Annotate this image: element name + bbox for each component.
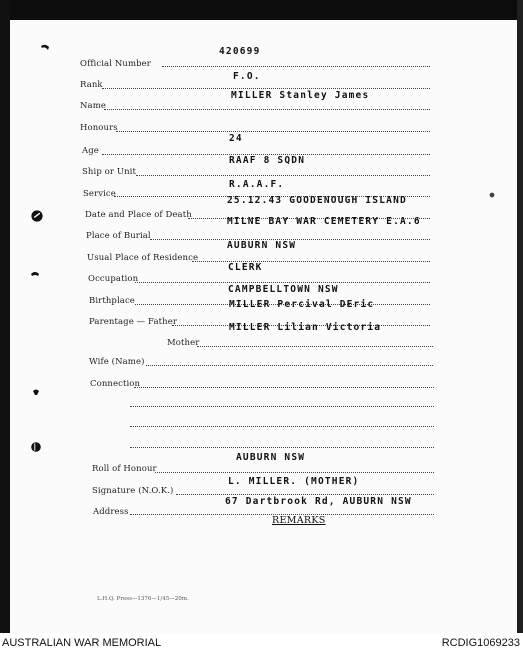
- name-value: MILLER Stanley James: [231, 90, 370, 101]
- dotted-line: [130, 426, 434, 427]
- dotted-line: [130, 447, 434, 448]
- ship-or-unit-label: Ship or Unit: [82, 167, 137, 177]
- dotted-line: [116, 131, 430, 132]
- dotted-line: [162, 66, 430, 67]
- record-reference: RCDIG1069233: [441, 637, 520, 649]
- birthplace-value: CAMPBELLTOWN NSW: [228, 284, 339, 295]
- dotted-line: [134, 387, 434, 388]
- ship-or-unit-value: RAAF 8 SQDN: [229, 155, 306, 166]
- parentage-father-value: MILLER Percival DEric: [229, 299, 375, 310]
- archive-footer: [0, 633, 523, 653]
- usual-place-of-residence-label: Usual Place of Residence: [87, 253, 199, 263]
- honours-label: Honours: [80, 123, 118, 133]
- connection-label: Connection: [90, 379, 141, 389]
- punch-hole-icon: [489, 183, 495, 189]
- scan-edge-left: [0, 0, 10, 633]
- dotted-line: [104, 109, 430, 110]
- printer-imprint: L.H.Q. Press—1376—1/45—20m.: [97, 596, 189, 602]
- signature-nok-label: Signature (N.O.K.): [92, 486, 174, 496]
- institution-name: AUSTRALIAN WAR MEMORIAL: [2, 637, 162, 649]
- birthplace-label: Birthplace: [89, 296, 135, 306]
- wife-name-label: Wife (Name): [89, 357, 145, 367]
- mother-value: MILLER Lilian Victoria: [229, 322, 382, 333]
- name-label: Name: [80, 101, 106, 111]
- roll-of-honour-label: Roll of Honour: [92, 464, 157, 474]
- remarks-heading: REMARKS: [272, 515, 326, 526]
- date-place-of-death-value: 25.12.43 GOODENOUGH ISLAND: [227, 195, 407, 206]
- punch-hole-icon: [40, 38, 50, 48]
- address-label: Address: [93, 507, 129, 517]
- official-number-value: 420699: [219, 46, 261, 57]
- age-label: Age: [82, 146, 99, 156]
- occupation-label: Occupation: [88, 274, 139, 284]
- scan-edge-right: [517, 0, 523, 633]
- dotted-line: [130, 406, 434, 407]
- dotted-line: [135, 282, 430, 283]
- roll-of-honour-value: AUBURN NSW: [236, 452, 306, 463]
- punch-hole-icon: [30, 208, 44, 222]
- usual-place-of-residence-value: AUBURN NSW: [227, 240, 297, 251]
- service-label: Service: [83, 189, 116, 199]
- official-number-label: Official Number: [80, 59, 151, 69]
- dotted-line: [146, 365, 433, 366]
- service-value: R.A.A.F.: [229, 179, 285, 190]
- scan-edge-top: [0, 0, 523, 20]
- place-of-burial-label: Place of Burial: [86, 231, 151, 241]
- address-value: 67 Dartbrook Rd, AUBURN NSW: [225, 496, 412, 507]
- dotted-line: [102, 88, 430, 89]
- parentage-father-label: Parentage — Father: [89, 317, 178, 327]
- age-value: 24: [229, 133, 243, 144]
- mother-label: Mother: [167, 338, 200, 348]
- place-of-burial-value: MILNE BAY WAR CEMETERY E.A.6: [227, 216, 421, 227]
- dotted-line: [136, 175, 430, 176]
- punch-hole-icon: [30, 438, 42, 450]
- occupation-value: CLERK: [228, 262, 263, 273]
- rank-label: Rank: [80, 80, 103, 90]
- dotted-line: [197, 346, 433, 347]
- rank-value: F.O.: [233, 71, 261, 82]
- punch-hole-icon: [31, 382, 41, 392]
- dotted-line: [176, 494, 434, 495]
- dotted-line: [155, 472, 434, 473]
- signature-nok-value: L. MILLER. (MOTHER): [228, 476, 360, 487]
- date-place-of-death-label: Date and Place of Death: [85, 210, 192, 220]
- punch-hole-icon: [30, 265, 40, 275]
